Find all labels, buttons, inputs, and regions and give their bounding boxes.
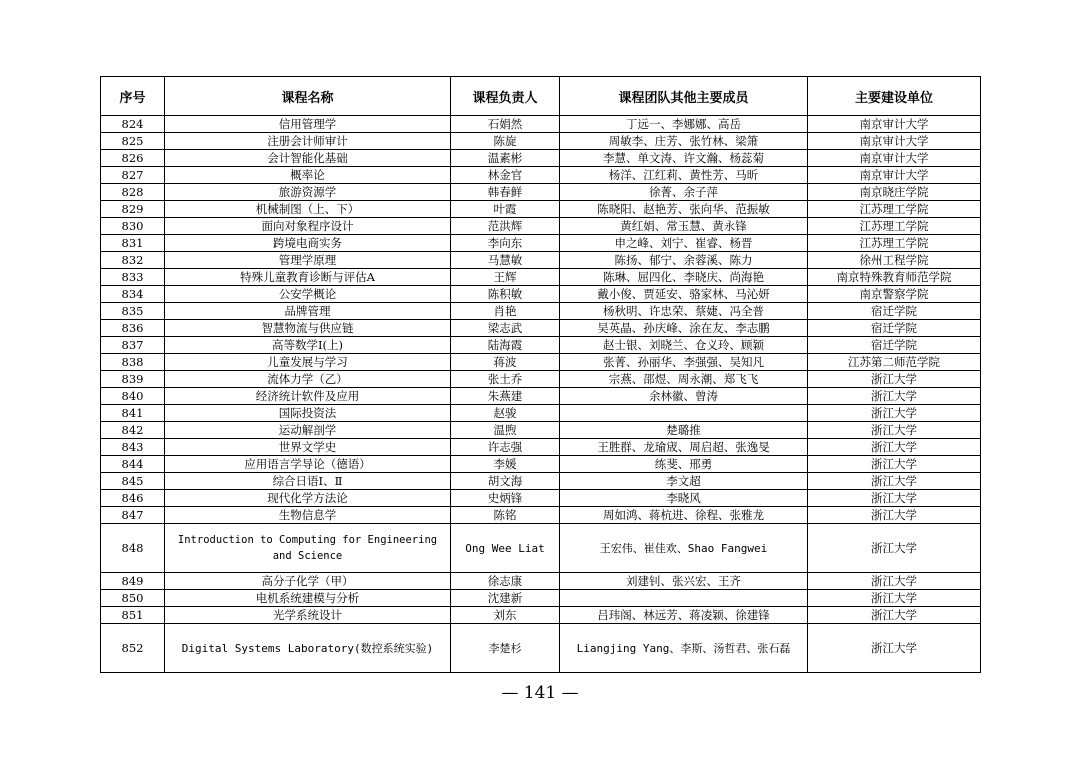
cell-team-members: 杨洋、江红莉、黄性芳、马昕 — [560, 167, 808, 184]
cell-index: 852 — [101, 624, 165, 673]
cell-course-lead: 范洪辉 — [451, 218, 560, 235]
cell-team-members: 刘建钊、张兴宏、王齐 — [560, 573, 808, 590]
cell-course-lead: 朱燕建 — [451, 388, 560, 405]
cell-index: 841 — [101, 405, 165, 422]
table-row — [101, 116, 981, 133]
cell-team-members: 周敏李、庄芳、张竹林、梁箫 — [560, 133, 808, 150]
cell-course-lead: Ong Wee Liat — [451, 524, 560, 573]
table-row — [101, 473, 981, 490]
table-row — [101, 286, 981, 303]
cell-index: 829 — [101, 201, 165, 218]
cell-course-name: Introduction to Computing for Engineering and Science — [165, 524, 451, 573]
cell-course-lead: 陈积敏 — [451, 286, 560, 303]
table-row — [101, 439, 981, 456]
table-row — [101, 456, 981, 473]
cell-course-name: 光学系统设计 — [165, 607, 451, 624]
table-row — [101, 405, 981, 422]
table-row — [101, 133, 981, 150]
cell-index: 828 — [101, 184, 165, 201]
cell-team-members: 陈琳、屈四化、李晓庆、尚海艳 — [560, 269, 808, 286]
cell-course-lead: 赵骏 — [451, 405, 560, 422]
table-row — [101, 507, 981, 524]
table-row — [101, 218, 981, 235]
cell-course-lead: 梁志武 — [451, 320, 560, 337]
cell-team-members: 楚璐推 — [560, 422, 808, 439]
cell-institution: 浙江大学 — [808, 371, 981, 388]
table-row — [101, 607, 981, 624]
header-team-members: 课程团队其他主要成员 — [560, 77, 808, 116]
cell-index: 851 — [101, 607, 165, 624]
cell-index: 840 — [101, 388, 165, 405]
cell-course-name: Digital Systems Laboratory(数控系统实验) — [165, 624, 451, 673]
cell-team-members: 陈扬、郁宁、余蓉溪、陈力 — [560, 252, 808, 269]
cell-team-members: Liangjing Yang、李斯、汤哲君、张石磊 — [560, 624, 808, 673]
cell-index: 825 — [101, 133, 165, 150]
cell-course-lead: 林金官 — [451, 167, 560, 184]
cell-team-members — [560, 590, 808, 607]
cell-index: 837 — [101, 337, 165, 354]
cell-institution: 浙江大学 — [808, 456, 981, 473]
cell-team-members: 赵士银、刘晓兰、仓义玲、顾颖 — [560, 337, 808, 354]
cell-course-name: 公安学概论 — [165, 286, 451, 303]
page-number: — 141 — — [501, 683, 579, 703]
cell-index: 843 — [101, 439, 165, 456]
cell-team-members: 宗燕、邵煜、周永潮、郑飞飞 — [560, 371, 808, 388]
cell-institution: 浙江大学 — [808, 405, 981, 422]
cell-course-name: 面向对象程序设计 — [165, 218, 451, 235]
cell-index: 826 — [101, 150, 165, 167]
cell-course-name: 世界文学史 — [165, 439, 451, 456]
cell-team-members: 余林徽、曾涛 — [560, 388, 808, 405]
cell-course-name: 机械制图（上、下） — [165, 201, 451, 218]
cell-index: 839 — [101, 371, 165, 388]
cell-institution: 浙江大学 — [808, 624, 981, 673]
table-row — [101, 303, 981, 320]
cell-institution: 宿迁学院 — [808, 303, 981, 320]
cell-institution: 江苏理工学院 — [808, 218, 981, 235]
cell-course-lead: 李媛 — [451, 456, 560, 473]
cell-course-name: 流体力学（乙） — [165, 371, 451, 388]
table-row — [101, 524, 981, 573]
cell-institution: 浙江大学 — [808, 573, 981, 590]
header-institution: 主要建设单位 — [808, 77, 981, 116]
cell-index: 834 — [101, 286, 165, 303]
cell-course-lead: 马慧敏 — [451, 252, 560, 269]
cell-index: 830 — [101, 218, 165, 235]
cell-institution: 浙江大学 — [808, 473, 981, 490]
cell-team-members: 张菁、孙丽华、李强强、吴知凡 — [560, 354, 808, 371]
cell-institution: 南京审计大学 — [808, 116, 981, 133]
cell-institution: 江苏理工学院 — [808, 235, 981, 252]
header-course-name: 课程名称 — [165, 77, 451, 116]
cell-institution: 浙江大学 — [808, 490, 981, 507]
cell-team-members: 申之峰、刘宁、崔睿、杨晋 — [560, 235, 808, 252]
cell-team-members: 练斐、邢勇 — [560, 456, 808, 473]
header-course-lead: 课程负责人 — [451, 77, 560, 116]
cell-index: 844 — [101, 456, 165, 473]
course-table — [100, 76, 981, 673]
cell-index: 842 — [101, 422, 165, 439]
cell-index: 848 — [101, 524, 165, 573]
table-row — [101, 371, 981, 388]
cell-institution: 宿迁学院 — [808, 320, 981, 337]
table-row — [101, 573, 981, 590]
cell-index: 824 — [101, 116, 165, 133]
cell-course-lead: 温素彬 — [451, 150, 560, 167]
cell-team-members: 王胜群、龙瑜宬、周启超、张逸旻 — [560, 439, 808, 456]
table-row — [101, 490, 981, 507]
cell-team-members — [560, 405, 808, 422]
cell-course-lead: 肖艳 — [451, 303, 560, 320]
cell-institution: 南京晓庄学院 — [808, 184, 981, 201]
cell-course-lead: 陆海霞 — [451, 337, 560, 354]
cell-team-members: 戴小俊、贾延安、骆家林、马沁妍 — [560, 286, 808, 303]
cell-institution: 浙江大学 — [808, 388, 981, 405]
cell-course-lead: 陈铭 — [451, 507, 560, 524]
cell-course-lead: 胡文海 — [451, 473, 560, 490]
cell-index: 850 — [101, 590, 165, 607]
cell-index: 835 — [101, 303, 165, 320]
table-row — [101, 590, 981, 607]
table-row — [101, 337, 981, 354]
cell-team-members: 吴英晶、孙庆峰、涂在友、李志鹏 — [560, 320, 808, 337]
cell-course-name: 国际投资法 — [165, 405, 451, 422]
cell-course-name: 生物信息学 — [165, 507, 451, 524]
cell-team-members: 黄红娟、常玉慧、黄永锋 — [560, 218, 808, 235]
table-header-row — [101, 77, 981, 116]
cell-institution: 南京特殊教育师范学院 — [808, 269, 981, 286]
cell-index: 832 — [101, 252, 165, 269]
cell-course-lead: 史炳锋 — [451, 490, 560, 507]
cell-institution: 南京警察学院 — [808, 286, 981, 303]
cell-course-lead: 刘东 — [451, 607, 560, 624]
cell-course-name: 会计智能化基础 — [165, 150, 451, 167]
cell-institution: 徐州工程学院 — [808, 252, 981, 269]
table-row — [101, 624, 981, 673]
cell-course-lead: 沈建新 — [451, 590, 560, 607]
cell-course-name: 儿童发展与学习 — [165, 354, 451, 371]
cell-course-name: 运动解剖学 — [165, 422, 451, 439]
cell-course-name: 经济统计软件及应用 — [165, 388, 451, 405]
cell-course-name: 品牌管理 — [165, 303, 451, 320]
table-row — [101, 167, 981, 184]
cell-course-lead: 王辉 — [451, 269, 560, 286]
cell-course-lead: 陈旋 — [451, 133, 560, 150]
cell-course-name: 综合日语Ⅰ、Ⅱ — [165, 473, 451, 490]
cell-team-members: 王宏伟、崔佳欢、Shao Fangwei — [560, 524, 808, 573]
table-row — [101, 422, 981, 439]
cell-team-members: 徐菁、余子萍 — [560, 184, 808, 201]
table-row — [101, 235, 981, 252]
cell-course-name: 管理学原理 — [165, 252, 451, 269]
cell-course-name: 信用管理学 — [165, 116, 451, 133]
table-row — [101, 184, 981, 201]
table-row — [101, 201, 981, 218]
cell-course-name: 高分子化学（甲） — [165, 573, 451, 590]
cell-institution: 宿迁学院 — [808, 337, 981, 354]
cell-course-name: 智慧物流与供应链 — [165, 320, 451, 337]
cell-index: 833 — [101, 269, 165, 286]
cell-course-name: 应用语言学导论（德语） — [165, 456, 451, 473]
cell-index: 846 — [101, 490, 165, 507]
table-row — [101, 150, 981, 167]
cell-team-members: 李慧、单文涛、许文瀚、杨蕊菊 — [560, 150, 808, 167]
cell-course-lead: 蒋波 — [451, 354, 560, 371]
cell-institution: 浙江大学 — [808, 507, 981, 524]
cell-index: 831 — [101, 235, 165, 252]
table-row — [101, 269, 981, 286]
cell-course-name: 特殊儿童教育诊断与评估A — [165, 269, 451, 286]
cell-course-lead: 温煦 — [451, 422, 560, 439]
cell-institution: 浙江大学 — [808, 524, 981, 573]
cell-course-lead: 张土乔 — [451, 371, 560, 388]
cell-index: 827 — [101, 167, 165, 184]
cell-course-lead: 韩春鲜 — [451, 184, 560, 201]
cell-team-members: 陈晓阳、赵艳芳、张向华、范振敏 — [560, 201, 808, 218]
cell-course-name: 跨境电商实务 — [165, 235, 451, 252]
cell-team-members: 李文超 — [560, 473, 808, 490]
cell-course-lead: 徐志康 — [451, 573, 560, 590]
cell-institution: 浙江大学 — [808, 439, 981, 456]
cell-team-members: 丁远一、李娜娜、高岳 — [560, 116, 808, 133]
cell-course-name: 旅游资源学 — [165, 184, 451, 201]
table-body — [101, 116, 981, 673]
cell-team-members: 吕玮阁、林远芳、蒋凌颖、徐建锋 — [560, 607, 808, 624]
table-row — [101, 354, 981, 371]
header-index: 序号 — [101, 77, 165, 116]
cell-institution: 南京审计大学 — [808, 133, 981, 150]
cell-course-name: 注册会计师审计 — [165, 133, 451, 150]
cell-team-members: 李晓风 — [560, 490, 808, 507]
cell-institution: 浙江大学 — [808, 607, 981, 624]
cell-course-lead: 石娟然 — [451, 116, 560, 133]
cell-team-members: 周如鸿、蒋杭进、徐程、张雅龙 — [560, 507, 808, 524]
cell-institution: 江苏第二师范学院 — [808, 354, 981, 371]
cell-course-lead: 李楚杉 — [451, 624, 560, 673]
cell-course-lead: 李向东 — [451, 235, 560, 252]
cell-course-lead: 叶霞 — [451, 201, 560, 218]
cell-institution: 江苏理工学院 — [808, 201, 981, 218]
cell-institution: 南京审计大学 — [808, 150, 981, 167]
cell-institution: 浙江大学 — [808, 590, 981, 607]
cell-index: 849 — [101, 573, 165, 590]
cell-course-name: 高等数学Ⅰ(上) — [165, 337, 451, 354]
table-row — [101, 252, 981, 269]
table-row — [101, 388, 981, 405]
cell-course-name: 电机系统建模与分析 — [165, 590, 451, 607]
cell-institution: 浙江大学 — [808, 422, 981, 439]
cell-index: 836 — [101, 320, 165, 337]
cell-index: 845 — [101, 473, 165, 490]
cell-institution: 南京审计大学 — [808, 167, 981, 184]
cell-index: 838 — [101, 354, 165, 371]
cell-course-name: 概率论 — [165, 167, 451, 184]
cell-course-name: 现代化学方法论 — [165, 490, 451, 507]
cell-index: 847 — [101, 507, 165, 524]
cell-course-lead: 许志强 — [451, 439, 560, 456]
cell-team-members: 杨秋明、许忠荣、蔡婕、冯全普 — [560, 303, 808, 320]
table-row — [101, 320, 981, 337]
